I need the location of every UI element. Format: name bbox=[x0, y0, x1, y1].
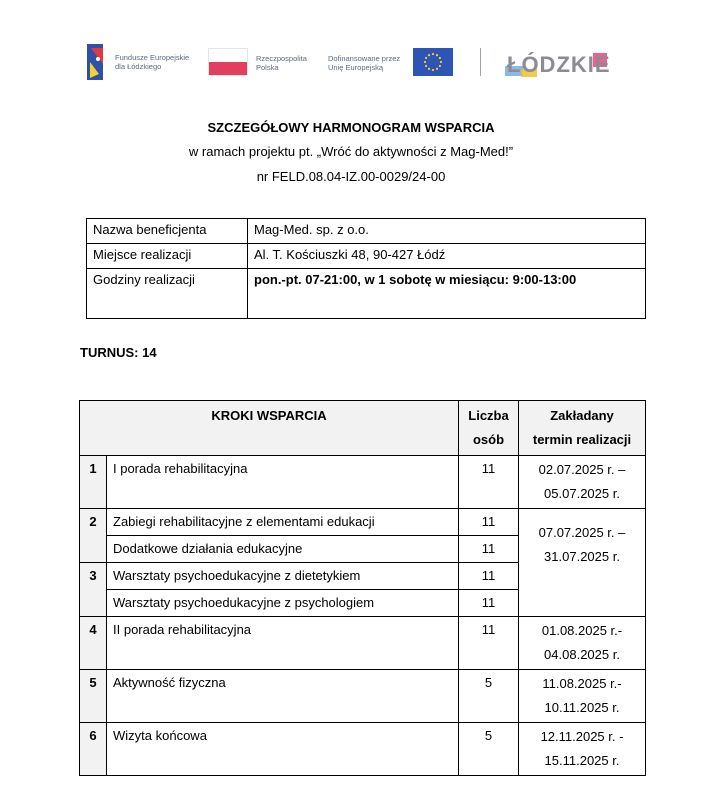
eu-line1: Dofinansowane przez bbox=[328, 54, 401, 63]
table-row bbox=[80, 617, 646, 670]
table-row bbox=[80, 723, 646, 776]
project-number: nr FELD.08.04-IZ.00-0029/24-00 bbox=[256, 169, 446, 184]
table-header bbox=[80, 401, 646, 456]
steps-table bbox=[79, 400, 646, 776]
step-date: 01.08.2025 r.- 04.08.2025 r. bbox=[519, 617, 646, 670]
step-number: 5 bbox=[80, 670, 107, 723]
funds-logo bbox=[85, 44, 205, 82]
step-number: 1 bbox=[80, 456, 107, 509]
step-date: 12.11.2025 r. - 15.11.2025 r. bbox=[519, 723, 646, 776]
step-count: 11 bbox=[459, 617, 519, 670]
logo-separator bbox=[480, 48, 481, 76]
step-name: Wizyta końcowa bbox=[107, 723, 459, 776]
step-count: 5 bbox=[459, 723, 519, 776]
header-steps: KROKI WSPARCIA bbox=[80, 401, 459, 456]
lodzkie-logo bbox=[505, 48, 615, 82]
table-row bbox=[80, 456, 646, 509]
step-name: Dodatkowe działania edukacyjne bbox=[107, 536, 459, 563]
eu-logo bbox=[328, 48, 458, 78]
step-count: 11 bbox=[459, 590, 519, 617]
step-count: 5 bbox=[459, 670, 519, 723]
document-title: SZCZEGÓŁOWY HARMONOGRAM WSPARCIA bbox=[207, 120, 495, 135]
info-label: Miejsce realizacji bbox=[87, 244, 248, 269]
eu-funds-icon bbox=[87, 44, 109, 80]
step-name: Aktywność fizyczna bbox=[107, 670, 459, 723]
eu-flag-icon bbox=[413, 48, 453, 76]
lodzkie-wordmark: ŁÓDZKIE bbox=[507, 52, 611, 77]
info-value: Mag-Med. sp. z o.o. bbox=[248, 219, 646, 244]
info-label: Godziny realizacji bbox=[87, 269, 248, 319]
table-row bbox=[80, 670, 646, 723]
step-name: Warsztaty psychoedukacyjne z psychologiem bbox=[107, 590, 459, 617]
header-count: Liczba osób bbox=[459, 401, 519, 456]
step-number: 3 bbox=[80, 563, 107, 617]
eu-line2: Unię Europejską bbox=[328, 63, 384, 72]
info-label: Nazwa beneficjenta bbox=[87, 219, 248, 244]
step-date: 07.07.2025 r. – 31.07.2025 r. bbox=[519, 509, 646, 617]
project-subtitle: w ramach projektu pt. „Wróć do aktywności z Mag-Med!” bbox=[188, 144, 514, 159]
table-row bbox=[80, 509, 646, 536]
step-name: II porada rehabilitacyjna bbox=[107, 617, 459, 670]
info-table bbox=[86, 218, 646, 319]
header-date: Zakładany termin realizacji bbox=[519, 401, 646, 456]
funds-line1: Fundusze Europejskie bbox=[115, 53, 190, 62]
step-count: 11 bbox=[459, 536, 519, 563]
step-number: 2 bbox=[80, 509, 107, 563]
step-date: 02.07.2025 r. – 05.07.2025 r. bbox=[519, 456, 646, 509]
logo-bar bbox=[85, 40, 625, 84]
turnus-label: TURNUS: 14 bbox=[80, 345, 157, 360]
info-row bbox=[87, 269, 646, 319]
info-row bbox=[87, 244, 646, 269]
step-count: 11 bbox=[459, 456, 519, 509]
step-name: Zabiegi rehabilitacyjne z elementami edukacji bbox=[107, 509, 459, 536]
poland-flag-icon bbox=[208, 48, 248, 76]
info-value: pon.-pt. 07-21:00, w 1 sobotę w miesiącu: 9:00-13:00 bbox=[248, 269, 646, 319]
step-number: 6 bbox=[80, 723, 107, 776]
step-date: 11.08.2025 r.- 10.11.2025 r. bbox=[519, 670, 646, 723]
info-row bbox=[87, 219, 646, 244]
poland-line1: Rzeczpospolita bbox=[256, 54, 307, 63]
step-name: I porada rehabilitacyjna bbox=[107, 456, 459, 509]
step-number: 4 bbox=[80, 617, 107, 670]
step-count: 11 bbox=[459, 509, 519, 536]
funds-line2: dla Łódzkiego bbox=[115, 62, 162, 71]
step-count: 11 bbox=[459, 563, 519, 590]
step-name: Warsztaty psychoedukacyjne z dietetykiem bbox=[107, 563, 459, 590]
info-value: Al. T. Kościuszki 48, 90-427 Łódź bbox=[248, 244, 646, 269]
poland-line2: Polska bbox=[256, 63, 279, 72]
poland-logo bbox=[208, 48, 318, 78]
